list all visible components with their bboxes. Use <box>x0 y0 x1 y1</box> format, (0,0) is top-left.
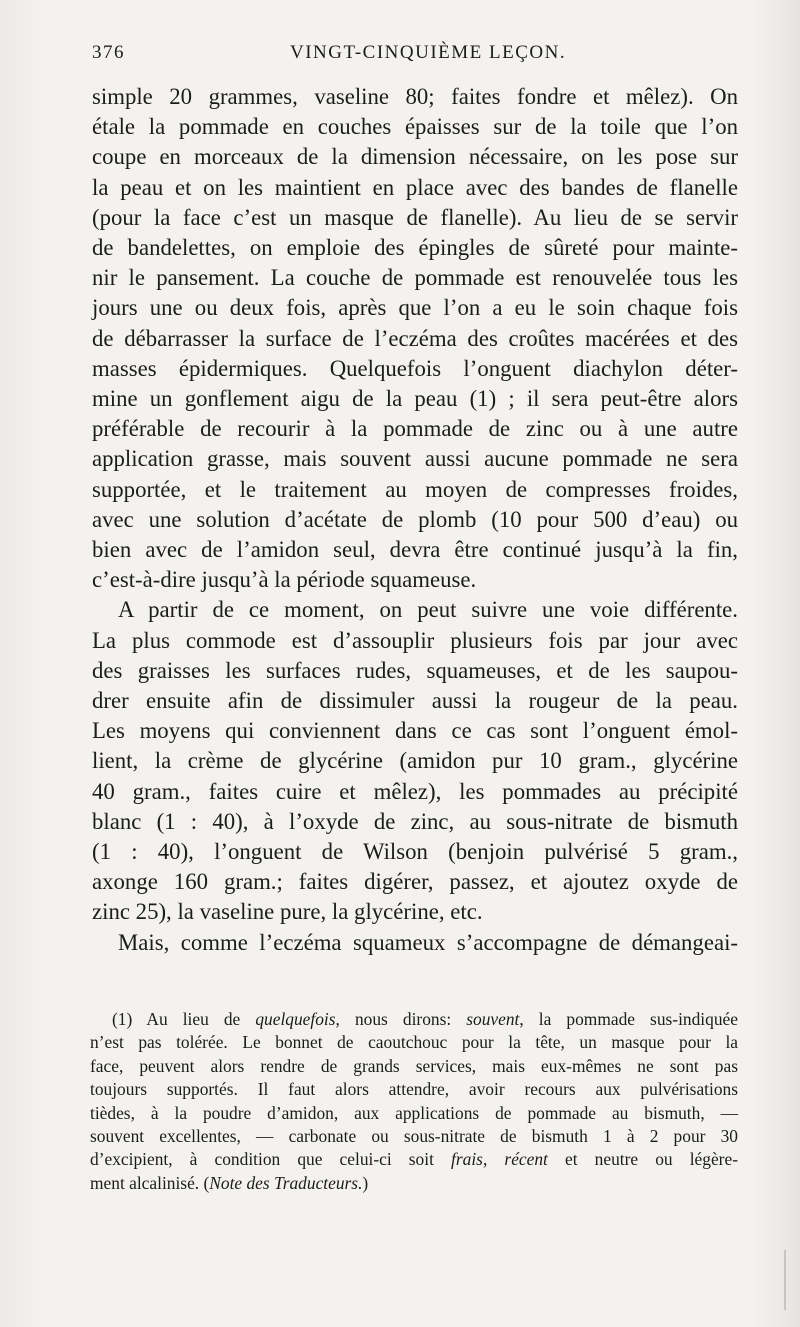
footnote-italic: Note des Traducteurs. <box>209 1172 363 1193</box>
footnote-text: , <box>482 1149 505 1170</box>
body-line: préférable de recourir à la pommade de zinc ou à une autre <box>92 416 738 442</box>
body-line: de débarrasser la surface de l’eczéma des croûtes macérées et des <box>92 325 738 351</box>
page-edge-mark <box>784 1250 786 1310</box>
footnote-text: , nous dirons: <box>335 1009 467 1029</box>
footnote-text: , la pommade sus-indiquée <box>519 1009 738 1029</box>
footnote-line: n’est pas tolérée. Le bonnet de caoutchouc pour la tête, un masque pour la <box>90 1032 738 1053</box>
body-line: axonge 160 gram.; faites digérer, passez, et ajoutez oxyde de <box>92 869 738 895</box>
body-line: zinc 25), la vaseline pure, la glycérine, etc. <box>92 899 483 925</box>
body-line: simple 20 grammes, vaseline 80; faites fondre et mêlez). On <box>92 84 738 109</box>
footnote-italic: quelquefois <box>255 1009 336 1029</box>
body-line: La plus commode est d’assouplir plusieurs fois par jour avec <box>92 627 738 653</box>
body-line: la peau et on les maintient en place avec des bandes de flanelle <box>92 174 738 200</box>
footnote-text: d’excipient, à condition que celui-ci soit <box>90 1149 452 1170</box>
body-line: étale la pommade en couches épaisses sur de la toile que l’on <box>92 114 738 140</box>
footnote-text: ment alcalinisé. ( <box>90 1172 210 1193</box>
footnote-marker: (1) Au lieu de <box>112 1009 256 1029</box>
footnote-line <box>90 1148 738 1171</box>
page-header <box>92 42 756 70</box>
body-line: lient, la crème de glycérine (amidon pur 10 gram., glycérine <box>92 748 738 774</box>
body-line: blanc (1 : 40), à l’oxyde de zinc, au sous-nitrate de bismuth <box>92 808 738 834</box>
footnote-line: tièdes, à la poudre d’amidon, aux applications de pommade au bismuth, — <box>90 1102 738 1123</box>
body-line: application grasse, mais souvent aussi aucune pommade ne sera <box>92 446 738 472</box>
body-line: supportée, et le traitement au moyen de compresses froides, <box>92 476 738 502</box>
body-line: jours une ou deux fois, après que l’on a eu le soin chaque fois <box>92 295 738 321</box>
body-line: mine un gonflement aigu de la peau (1) ; il sera peut-être alors <box>92 386 738 412</box>
body-line: masses épidermiques. Quelquefois l’onguent diachylon déter- <box>92 355 738 381</box>
body-line: avec une solution d’acétate de plomb (10 pour 500 d’eau) ou <box>92 506 738 532</box>
page-number: 376 <box>92 42 125 63</box>
footnote-text: et neutre ou légère- <box>547 1149 738 1170</box>
footnote-line <box>90 1172 738 1195</box>
body-line: A partir de ce moment, on peut suivre une voie différente. <box>118 597 738 623</box>
footnote-line <box>90 1008 738 1031</box>
running-title: VINGT-CINQUIÈME LEÇON. <box>290 42 567 63</box>
body-line: de bandelettes, on emploie des épingles de sûreté pour mainte- <box>92 235 738 261</box>
body-line: (1 : 40), l’onguent de Wilson (benjoin pulvérisé 5 gram., <box>92 839 738 865</box>
body-line: coupe en morceaux de la dimension nécessaire, on les pose sur <box>92 144 738 170</box>
body-line: Les moyens qui conviennent dans ce cas sont l’onguent émol- <box>92 718 738 744</box>
body-line: c’est-à-dire jusqu’à la période squameuse. <box>92 567 477 593</box>
footnote-italic: récent <box>504 1149 548 1170</box>
footnote-text: ) <box>362 1172 369 1193</box>
body-line: drer ensuite afin de dissimuler aussi la rougeur de la peau. <box>92 688 738 714</box>
body-line: 40 gram., faites cuire et mêlez), les pommades au précipité <box>92 778 738 804</box>
footnote-line: toujours supportés. Il faut alors attendre, avoir recours aux pulvérisations <box>90 1079 738 1100</box>
footnote-italic: souvent <box>466 1009 520 1029</box>
footnote <box>90 1008 738 1195</box>
body-line: des graisses les surfaces rudes, squameuses, et de les saupou- <box>92 657 738 683</box>
footnote-line: souvent excellentes, — carbonate ou sous-nitrate de bismuth 1 à 2 pour 30 <box>90 1126 738 1147</box>
body-line: nir le pansement. La couche de pommade est renouvelée tous les <box>92 265 738 291</box>
footnote-line: face, peuvent alors rendre de grands services, mais eux-mêmes ne sont pas <box>90 1055 738 1076</box>
footnote-italic: frais <box>451 1149 483 1170</box>
body-text <box>92 82 738 958</box>
body-line: bien avec de l’amidon seul, devra être continué jusqu’à la fin, <box>92 537 738 563</box>
body-line: (pour la face c’est un masque de flanelle). Au lieu de se servir <box>92 204 738 230</box>
body-line: Mais, comme l’eczéma squameux s’accompagne de démangeai- <box>118 929 738 955</box>
